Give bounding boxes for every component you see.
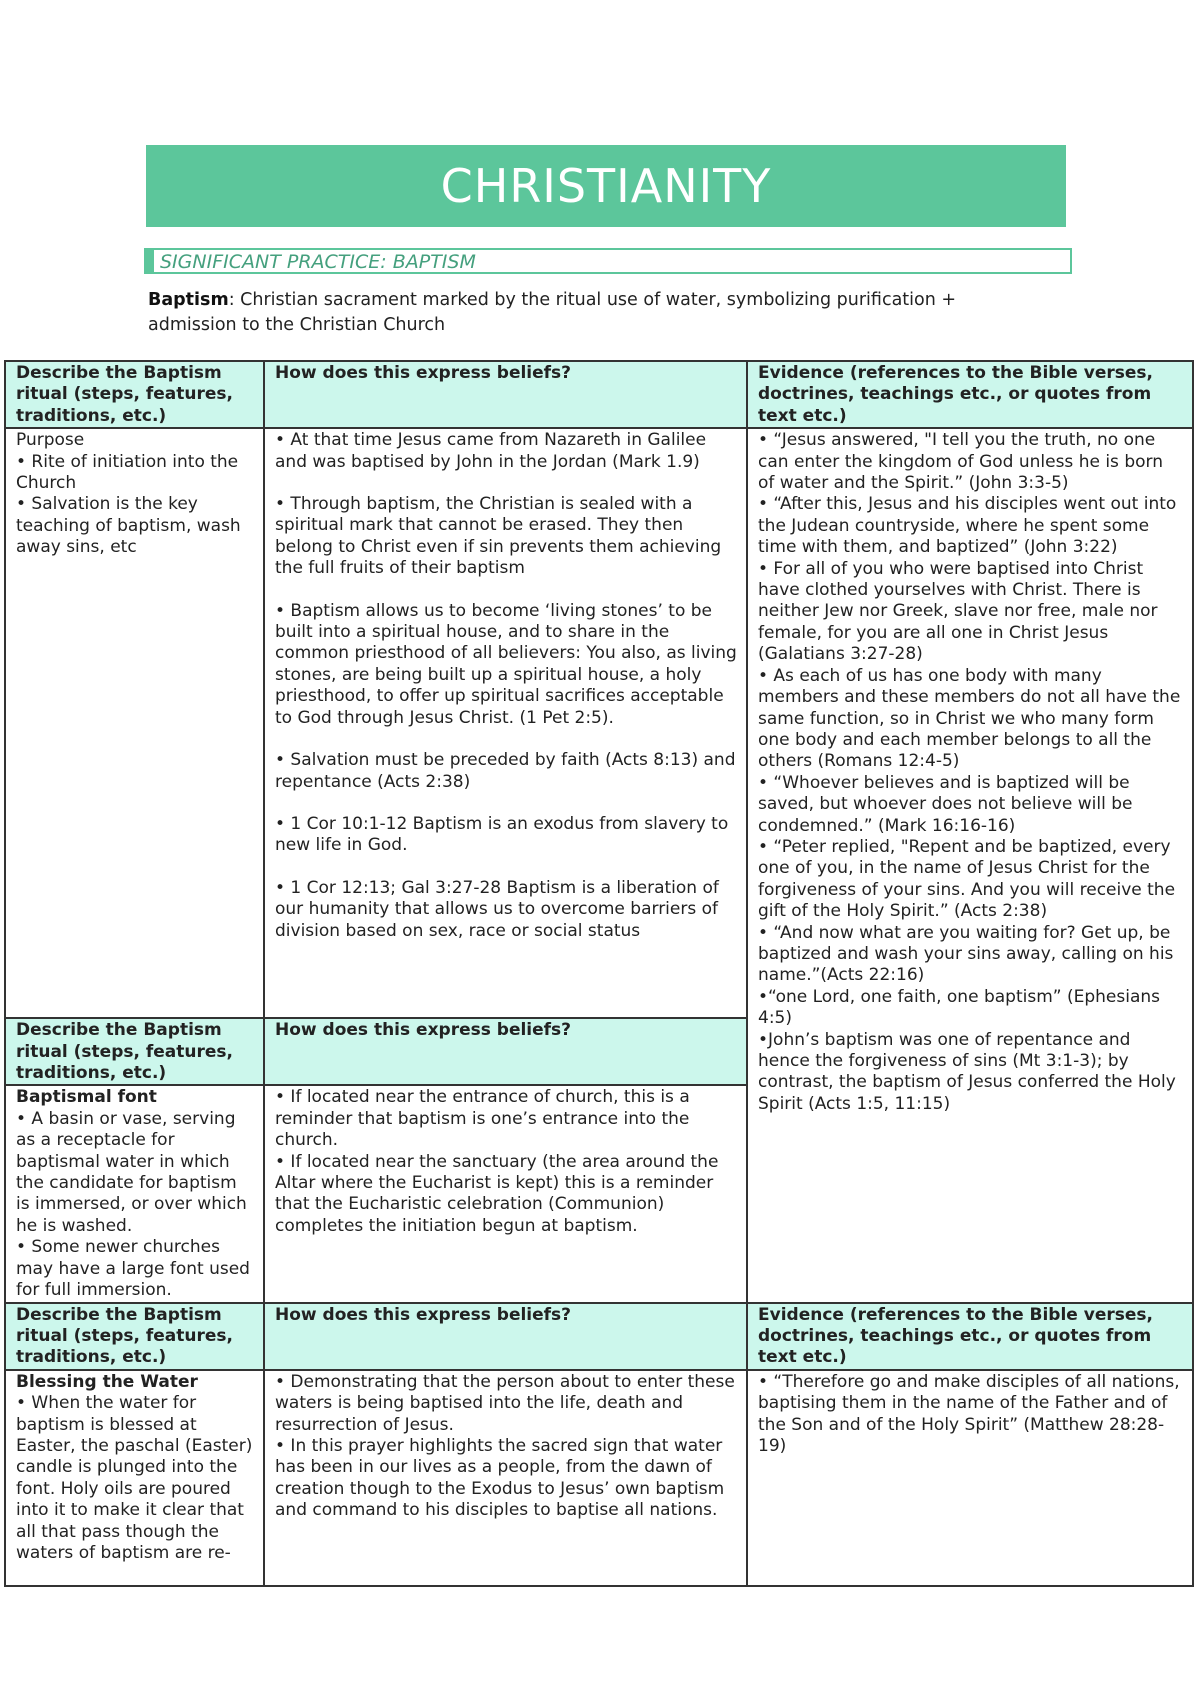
evidence-line: • “After this, Jesus and his disciples went out into the Judean countryside, where he spent some time with them, and baptized” (John 3:22)	[758, 494, 1177, 558]
header-beliefs: How does this express beliefs?	[264, 361, 747, 428]
title-banner	[146, 145, 1066, 227]
header-evidence: Evidence (references to the Bible verses, doctrines, teachings etc., or quotes from text etc.)	[747, 361, 1193, 428]
header-beliefs: How does this express beliefs?	[264, 1303, 747, 1370]
belief-paragraph: • At that time Jesus came from Nazareth in Galilee and was baptised by John in the Jordan (Mark 1.9)	[275, 430, 707, 472]
page-title: CHRISTIANITY	[440, 159, 772, 213]
table-row	[5, 428, 1193, 1018]
ritual-line: • Rite of initiation into the Church	[16, 451, 239, 494]
table-row	[5, 1370, 1193, 1586]
baptism-table	[4, 360, 1194, 1587]
evidence-line: • “Therefore go and make disciples of all nations, baptising them in the name of the Father and of the Son and of the Holy Spirit” (Matthew 28:28-19)	[758, 1371, 1180, 1456]
header-ritual: Describe the Baptism ritual (steps, features, traditions, etc.)	[5, 1018, 264, 1085]
belief-paragraph: • Salvation must be preceded by faith (Acts 8:13) and repentance (Acts 2:38)	[275, 750, 736, 792]
evidence-line: • “Whoever believes and is baptized will be saved, but whoever does not believe will be condemned.” (Mark 16:16-16)	[758, 772, 1133, 836]
ritual-cell	[5, 1085, 264, 1302]
evidence-line: • “And now what are you waiting for? Get up, be baptized and wash your sins away, calling on his name.”(Acts 22:16)	[758, 922, 1174, 986]
evidence-cell	[747, 1370, 1193, 1586]
ritual-title: Blessing the Water	[16, 1371, 198, 1392]
evidence-line: •John’s baptism was one of repentance and hence the forgiveness of sins (Mt 3:1-3); by contrast, the baptism of Jesus conferred the Holy Spirit (Acts 1:5, 11:15)	[758, 1029, 1176, 1114]
belief-paragraph: • 1 Cor 10:1-12 Baptism is an exodus from slavery to new life in God.	[275, 813, 729, 856]
definition-term: Baptism	[148, 290, 229, 310]
belief-line: • If located near the entrance of church, this is a reminder that baptism is one’s entrance into the church.	[275, 1087, 690, 1151]
section-subtitle-box	[144, 248, 1072, 274]
header-evidence: Evidence (references to the Bible verses, doctrines, teachings etc., or quotes from text etc.)	[747, 1303, 1193, 1370]
evidence-cell	[747, 428, 1193, 1302]
belief-paragraph: • 1 Cor 12:13; Gal 3:27-28 Baptism is a liberation of our humanity that allows us to overcome barriers of division based on sex, race or social status	[275, 877, 719, 941]
belief-paragraph: • Through baptism, the Christian is sealed with a spiritual mark that cannot be erased. They then belong to Christ even if sin prevents them achieving the full fruits of their baptism	[275, 494, 722, 579]
belief-line: • Demonstrating that the person about to enter these waters is being baptised into the life, death and resurrection of Jesus.	[275, 1371, 735, 1435]
evidence-line: • “Jesus answered, "I tell you the truth, no one can enter the kingdom of God unless he is born of water and the Spirit.” (John 3:3-5)	[758, 430, 1163, 494]
evidence-line: • For all of you who were baptised into Christ have clothed yourselves with Christ. There is neither Jew nor Greek, slave nor free, male nor female, for you are all one in Christ Jesus (Galatians 3:27-28)	[758, 558, 1158, 665]
ritual-line: Purpose	[16, 430, 85, 451]
belief-paragraph: • Baptism allows us to become ‘living stones’ to be built into a spiritual house, and to share in the common priesthood of all believers: You also, as living stones, are being built up a spiritual house, a holy priesthood, to offer up spiritual sacrifices acceptable to God through Jesus Christ. (1 Pet 2:5).	[275, 600, 737, 728]
header-ritual: Describe the Baptism ritual (steps, features, traditions, etc.)	[5, 361, 264, 428]
belief-line: • In this prayer highlights the sacred sign that water has been in our lives as a people, from the dawn of creation though to the Exodus to Jesus’ own baptism and command to his disciples to baptise all nations.	[275, 1435, 725, 1521]
beliefs-cell	[264, 428, 747, 1018]
header-ritual: Describe the Baptism ritual (steps, features, traditions, etc.)	[5, 1303, 264, 1370]
header-beliefs: How does this express beliefs?	[264, 1018, 747, 1085]
ritual-line: • Salvation is the key teaching of baptism, wash away sins, etc	[16, 494, 241, 558]
subtitle-accent-bar	[146, 250, 154, 272]
beliefs-cell	[264, 1085, 747, 1302]
table-header-row	[5, 361, 1193, 428]
definition-text: : Christian sacrament marked by the ritual use of water, symbolizing purification + admission to the Christian Church	[148, 290, 957, 335]
table-header-row	[5, 1303, 1193, 1370]
belief-line: • If located near the sanctuary (the area around the Altar where the Eucharist is kept) this is a reminder that the Eucharistic celebration (Communion) completes the initiation begun at baptism.	[275, 1151, 719, 1236]
evidence-line: • As each of us has one body with many members and these members do not all have the same function, so in Christ we who many form one body and each member belongs to all the others (Romans 12:4-5)	[758, 665, 1181, 772]
evidence-line: • “Peter replied, "Repent and be baptized, every one of you, in the name of Jesus Christ for the forgiveness of your sins. And you will receive the gift of the Holy Spirit.” (Acts 2:38)	[758, 836, 1176, 922]
evidence-line: •“one Lord, one faith, one baptism” (Ephesians 4:5)	[758, 986, 1160, 1029]
ritual-cell	[5, 1370, 264, 1586]
definition-paragraph	[148, 288, 1048, 338]
beliefs-cell	[264, 1370, 747, 1586]
ritual-line: • When the water for baptism is blessed at Easter, the paschal (Easter) candle is plunged into the font. Holy oils are poured into it to make it clear that all that pass though the waters of baptism are re-	[16, 1393, 253, 1563]
section-subtitle: SIGNIFICANT PRACTICE: BAPTISM	[160, 251, 476, 273]
ritual-line: • Some newer churches may have a large font used for full immersion.	[16, 1237, 250, 1301]
ritual-line: • A basin or vase, serving as a receptacle for baptismal water in which the candidate for baptism is immersed, or over which he is washed.	[16, 1108, 247, 1236]
ritual-title: Baptismal font	[16, 1087, 157, 1108]
ritual-cell	[5, 428, 264, 1018]
